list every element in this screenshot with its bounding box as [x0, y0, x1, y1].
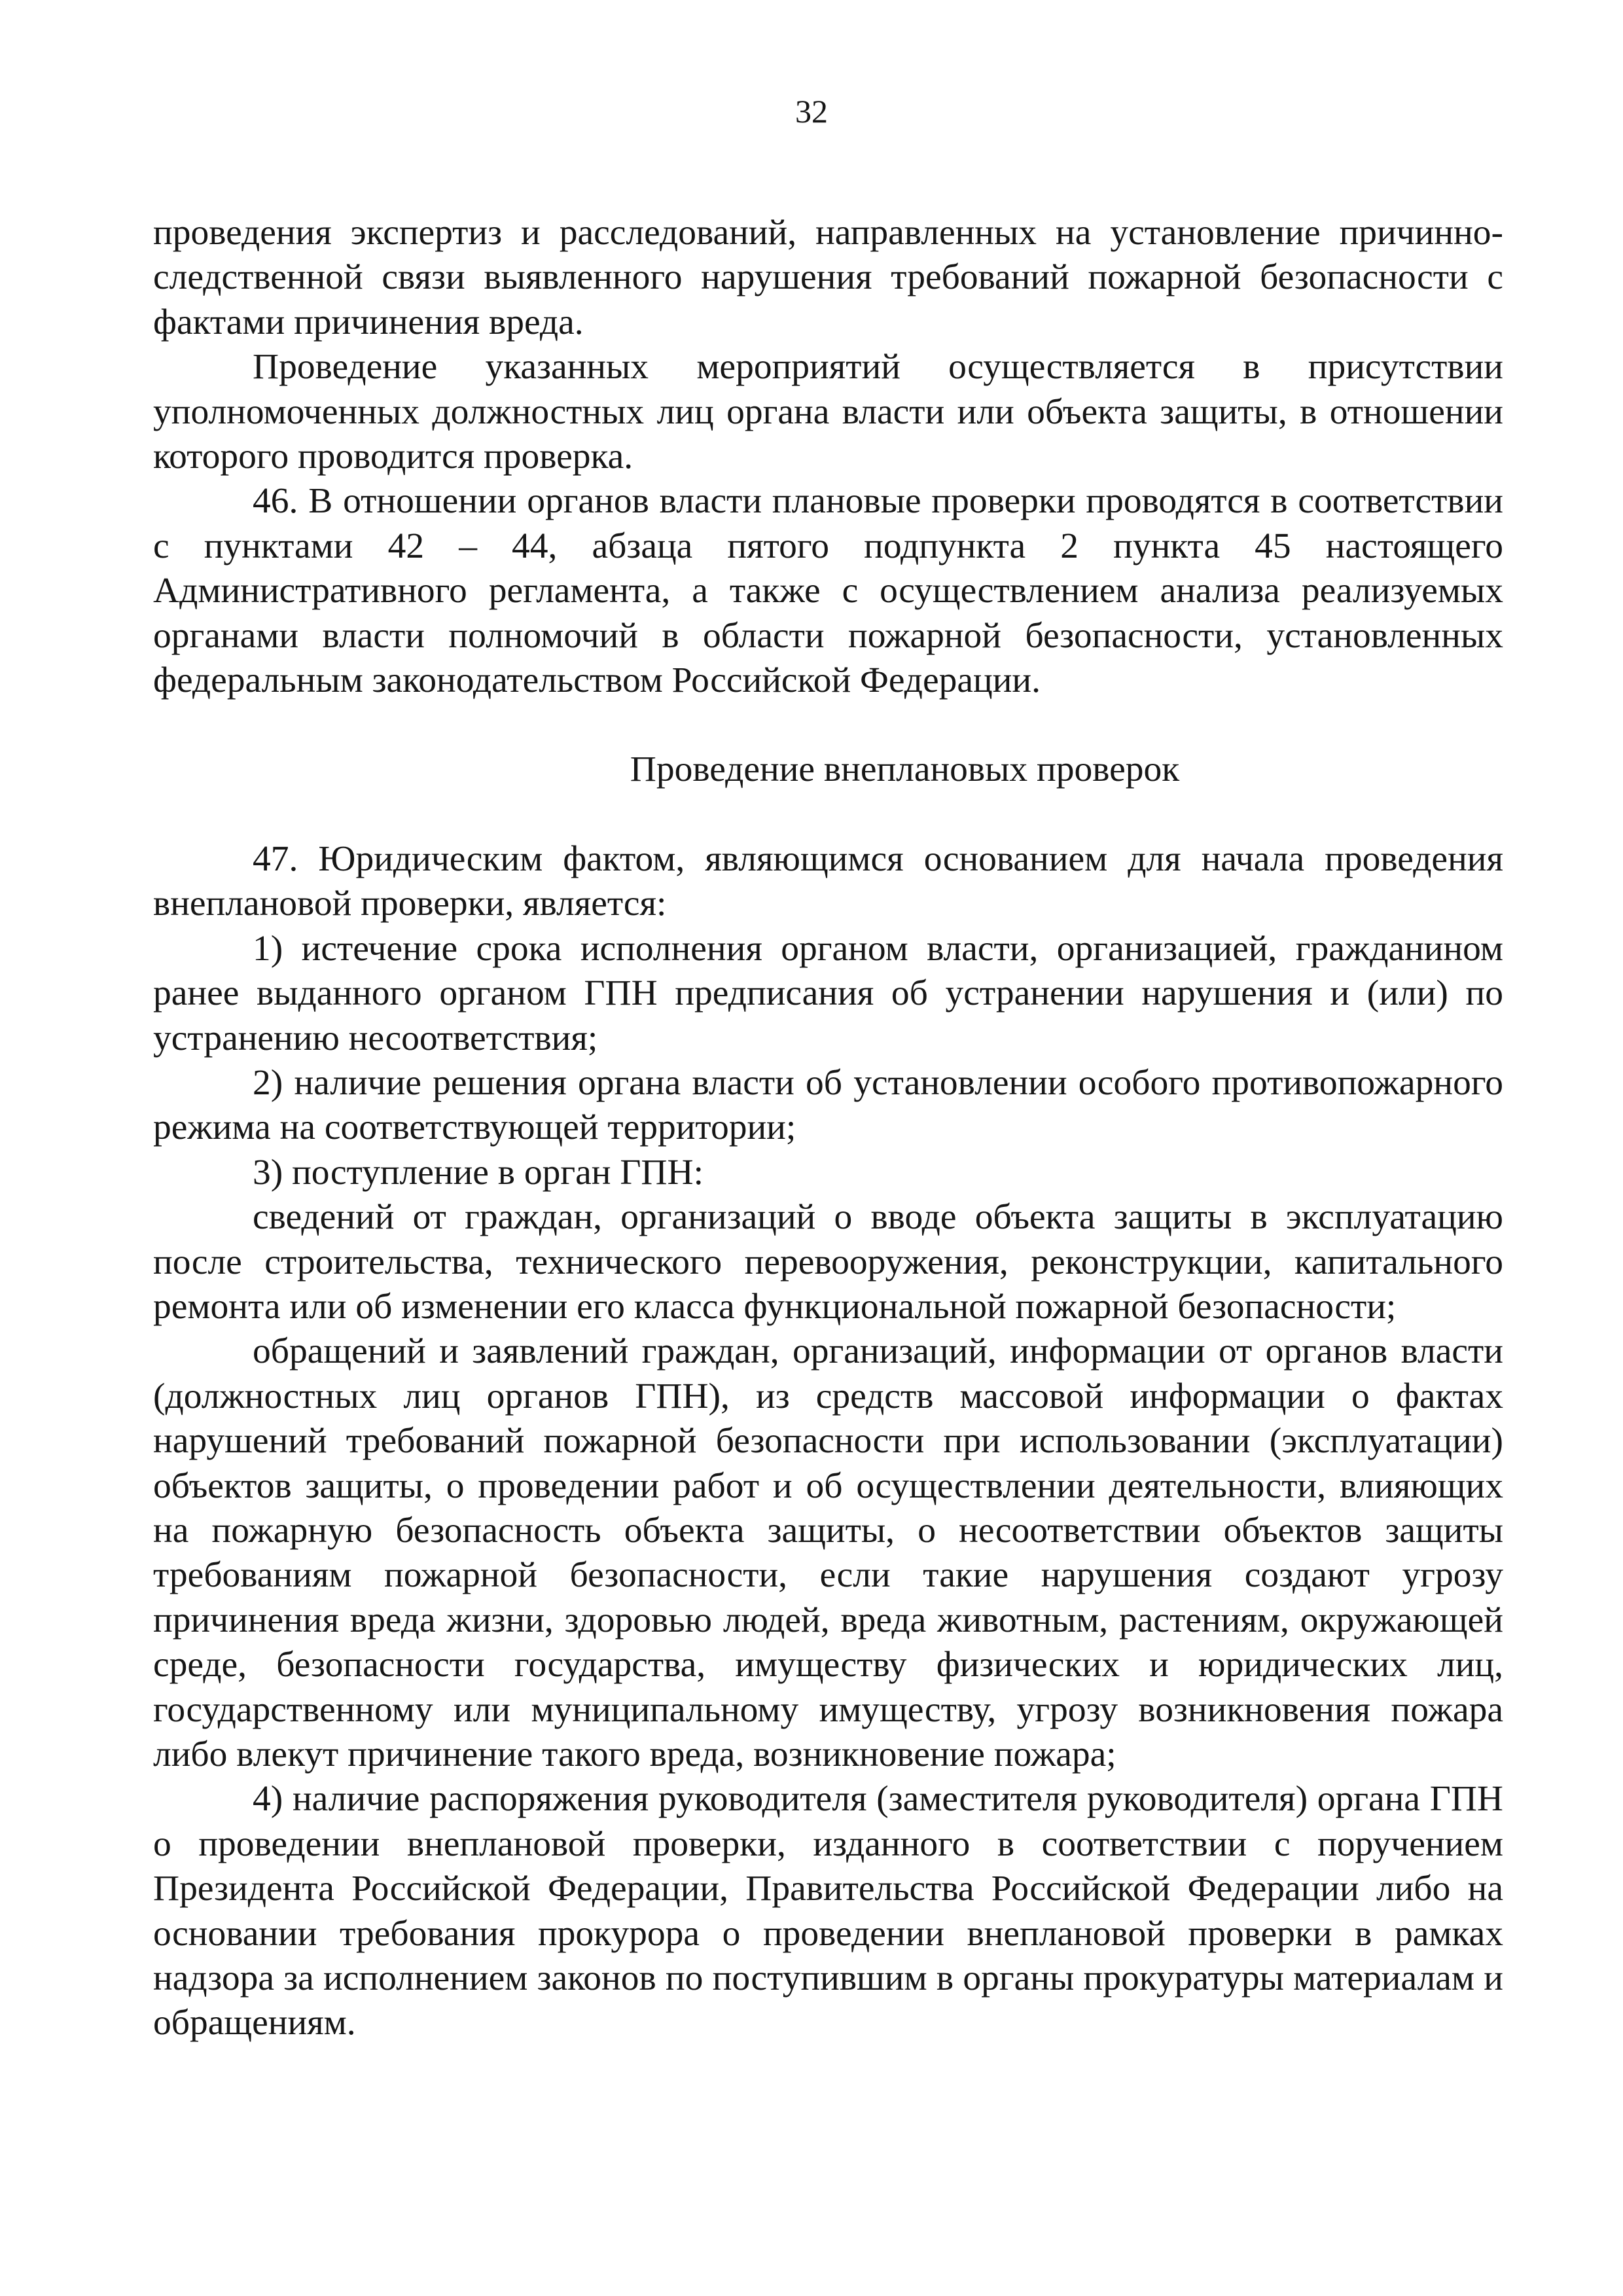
paragraph-subitem-2: 2) наличие решения органа власти об установлении особого противопожарного режима на соответствующей территории; [153, 1062, 1503, 1148]
paragraphs-after-heading [153, 837, 1503, 2046]
paragraph-subitem-4: 4) наличие распоряжения руководителя (заместителя руководителя) органа ГПН о проведении внеплановой проверки, изданного в соответствии с поручением Президента Российской Федерации, Правительства Российской Федерации либо на основании требования прокурора о проведении внеплановой проверки в рамках надзора за исполнением законов по поступившим в органы прокуратуры материалам и обращениям. [153, 1779, 1503, 2043]
paragraph-continuation: проведения экспертиз и расследований, направленных на установление причинно-следственной связи выявленного нарушения требований пожарной безопасности с фактами причинения вреда. [153, 213, 1503, 342]
paragraph-item-47: 47. Юридическим фактом, являющимся основанием для начала проведения внеплановой проверки, является: [153, 838, 1503, 924]
paragraph-item-46: 46. В отношении органов власти плановые проверки проводятся в соответствии с пунктами 42 – 44, абзаца пятого подпункта 2 пункта 45 настоящего Административного регламента, а также с осуществлением анализа реализуемых органами власти полномочий в области пожарной безопасности, установленных федеральным законодательством Российской Федерации. [153, 481, 1503, 701]
paragraph-inspection-presence: Проведение указанных мероприятий осуществляется в присутствии уполномоченных должностных лиц органа власти или объекта защиты, в отношении которого проводится проверка. [153, 347, 1503, 477]
document-body [153, 211, 1503, 2046]
paragraphs-before-heading [153, 211, 1503, 703]
paragraph-subitem-3: 3) поступление в орган ГПН: [253, 1152, 704, 1193]
paragraph-subitem-3-information: сведений от граждан, организаций о вводе объекта защиты в эксплуатацию после строительства, технического перевооружения, реконструкции, капитального ремонта или об изменении его класса функциональной пожарной безопасности; [153, 1197, 1503, 1327]
section-heading: Проведение внеплановых проверок [630, 749, 1180, 790]
paragraph-subitem-3-appeals: обращений и заявлений граждан, организаций, информации от органов власти (должностных лиц органов ГПН), из средств массовой информации о фактах нарушений требований пожарной безопасности при использовании (эксплуатации) объектов защиты, о проведении работ и об осуществлении деятельности, влияющих на пожарную безопасность объекта защиты, о несоответствии объектов защиты требованиям пожарной безопасности, если такие нарушения создают угрозу причинения вреда жизни, здоровью людей, вреда животным, растениям, окружающей среде, безопасности государства, имуществу физических и юридических лиц, государственному или муниципальному имуществу, угрозу возникновения пожара либо влекут причинение такого вреда, возникновение пожара; [153, 1331, 1503, 1774]
page-number: 32 [795, 93, 828, 130]
paragraph-subitem-1: 1) истечение срока исполнения органом власти, организацией, гражданином ранее выданного органом ГПН предписания об устранении нарушения и (или) по устранению несоответствия; [153, 928, 1503, 1058]
